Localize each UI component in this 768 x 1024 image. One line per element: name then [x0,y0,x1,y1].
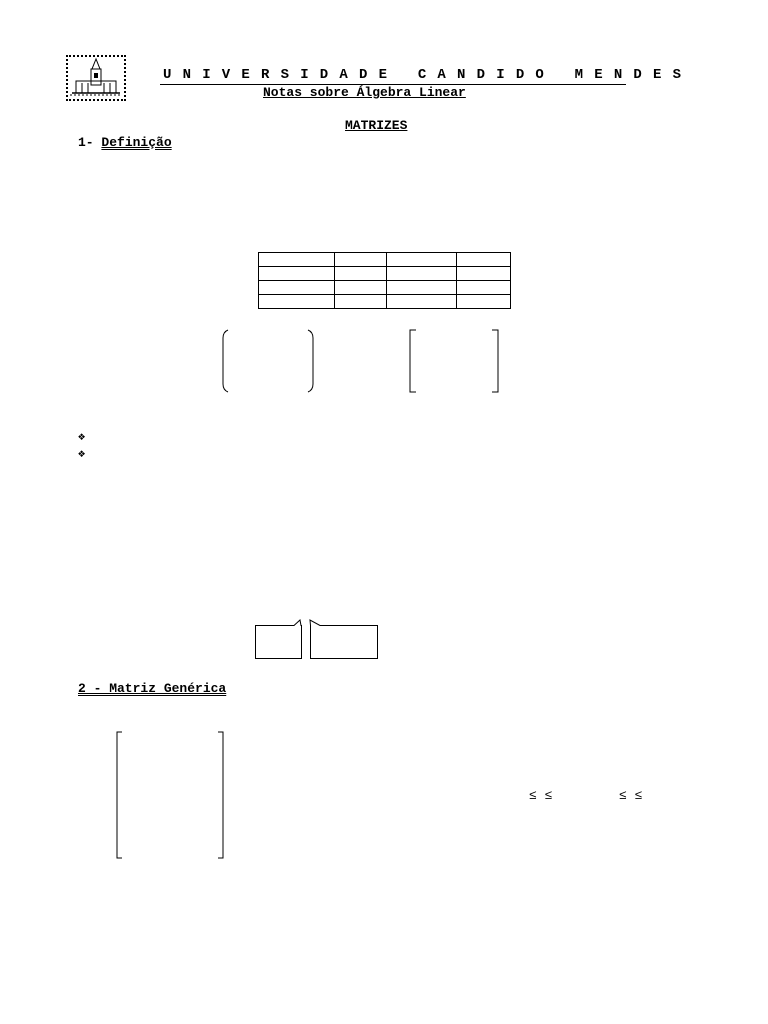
section-1-label: Definição [101,135,172,150]
table-row [259,267,511,281]
parenthesis-matrix [220,328,316,394]
callout-boxes [254,617,380,661]
table-row [259,295,511,309]
building-icon [68,57,124,99]
diamond-bullet-icon: ❖ [78,447,86,461]
table-row [259,281,511,295]
bracket-matrix [406,328,502,394]
index-range-j: ≤ ≤ [619,788,643,803]
diamond-bullet-icon: ❖ [78,430,86,444]
generic-matrix [112,730,230,862]
course-subtitle: Notas sobre Álgebra Linear [263,85,466,100]
section-1-number: 1- [78,135,94,150]
university-name: UNIVERSIDADE CANDIDO MENDES [163,67,693,83]
section-2-heading [78,681,226,696]
section-1-heading [78,135,172,150]
document-title: MATRIZES [345,118,408,133]
table-row [259,253,511,267]
index-range-i: ≤ ≤ [529,788,553,803]
example-table [258,252,511,309]
section-2-label: 2 - Matriz Genérica [78,681,227,696]
university-logo [66,55,126,101]
